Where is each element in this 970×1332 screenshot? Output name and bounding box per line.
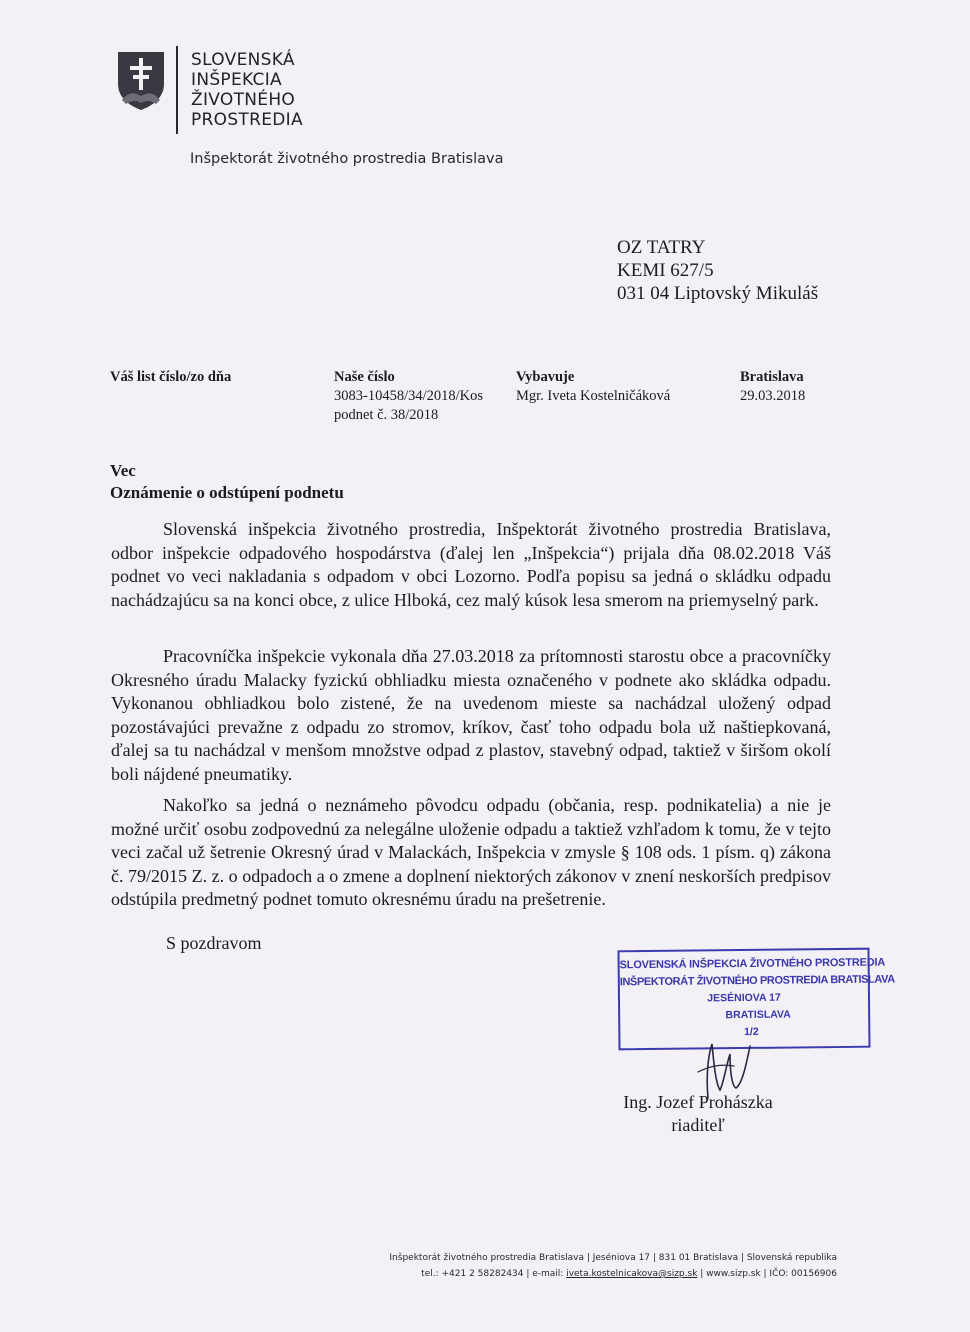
recipient-address: [617, 236, 818, 305]
slovak-coat-of-arms-icon: [116, 50, 166, 112]
recipient-street: KEMI 627/5: [617, 260, 714, 281]
recipient-city: 031 04 Liptovský Mikuláš: [617, 283, 819, 304]
body-paragraph-3: Nakoľko sa jedná o neznámeho pôvodcu odpadu (občania, resp. podnikatelia) a nie je možné určiť osobu zodpovednú za nelegálne uloženie odpadu a taktiež vzhľadom k tomu, že v tejto veci začal už šetrenie Okresný úrad v Malackách, Inšpekcia v zmysle § 108 ods. 1 písm. q) zákona č. 79/2015 Z. z. o odpadoch a o zmene a doplnení niektorých zákonov v znení neskorších predpisov odstúpila predmetný podnet tomuto okresnému úradu na prešetrenie.: [111, 795, 831, 909]
signer-title: riaditeľ: [671, 1115, 725, 1135]
your-letter-reference: Váš list číslo/zo dňa: [110, 369, 232, 385]
footer-contacts: tel.: +421 2 58282434 | e-mail: iveta.kostelnicakova@sizp.sk | www.sizp.sk | IČO: 00156906: [421, 1269, 837, 1279]
footer-address: Inšpektorát životného prostredia Bratislava | Jeséniova 17 | 831 01 Bratislava | Slovenská republika: [389, 1253, 837, 1263]
place-date: Bratislava 29.03.2018: [740, 369, 806, 404]
letter-footer: [377, 1250, 837, 1282]
footer-email-link[interactable]: iveta.kostelnicakova@sizp.sk: [566, 1269, 698, 1279]
closing-greeting: S pozdravom: [166, 933, 262, 953]
handler-reference: Vybavuje Mgr. Iveta Kostelničáková: [516, 369, 671, 404]
body-paragraph-1: Slovenská inšpekcia životného prostredia, Inšpektorát životného prostredia Bratislava, odbor inšpekcie odpadového hospodárstva (ďalej len „Inšpekcia“) prijala dňa 08.02.2018 Váš podnet vo veci nakladania s odpadom v obci Lozorno. Podľa popisu sa jedná o skládku odpadu nachádzajúcu sa na konci obce, z ulice Hlboká, cez malý kúsok lesa smerom na priemyselný park.: [111, 519, 831, 610]
signer-block: [618, 1091, 778, 1137]
institution-logo-text: SLOVENSKÁ INŠPEKCIA ŽIVOTNÉHO PROSTREDIA: [191, 50, 303, 130]
signer-name: Ing. Jozef Prohászka: [623, 1092, 773, 1112]
body-paragraph-2: Pracovníčka inšpekcie vykonala dňa 27.03.2018 za prítomnosti starostu obce a pracovníčky Okresného úradu Malacky fyzickú obhliadku miesta označeného v podnete ako skládka odpadu. Vykonanou obhliadkou bolo zistené, že na uvedenom mieste sa nachádzal uložený odpad pozostávajúci prevažne z odpadu zo stromov, kríkov, časť toho odpadu bola už naštiepkovaná, ďalej sa tu nachádzal v menšom množstve odpad z plastov, stavebný odpad, taktiež v širšom okolí boli nájdené pneumatiky.: [111, 646, 831, 784]
logo-divider: [176, 46, 178, 134]
department-name: Inšpektorát životného prostredia Bratislava: [190, 151, 504, 167]
letter-subject: Vec Oznámenie o odstúpení podnetu: [110, 461, 344, 502]
official-stamp: SLOVENSKÁ INŠPEKCIA ŽIVOTNÉHO PROSTREDIA INŠPEKTORÁT ŽIVOTNÉHO PROSTREDIA BRATISLAVA JESÉNIOVA 17 BRATISLAVA 1/2: [617, 948, 870, 1051]
recipient-name: OZ TATRY: [617, 237, 706, 258]
our-reference: Naše číslo 3083-10458/34/2018/Kos podnet č. 38/2018: [334, 369, 484, 423]
